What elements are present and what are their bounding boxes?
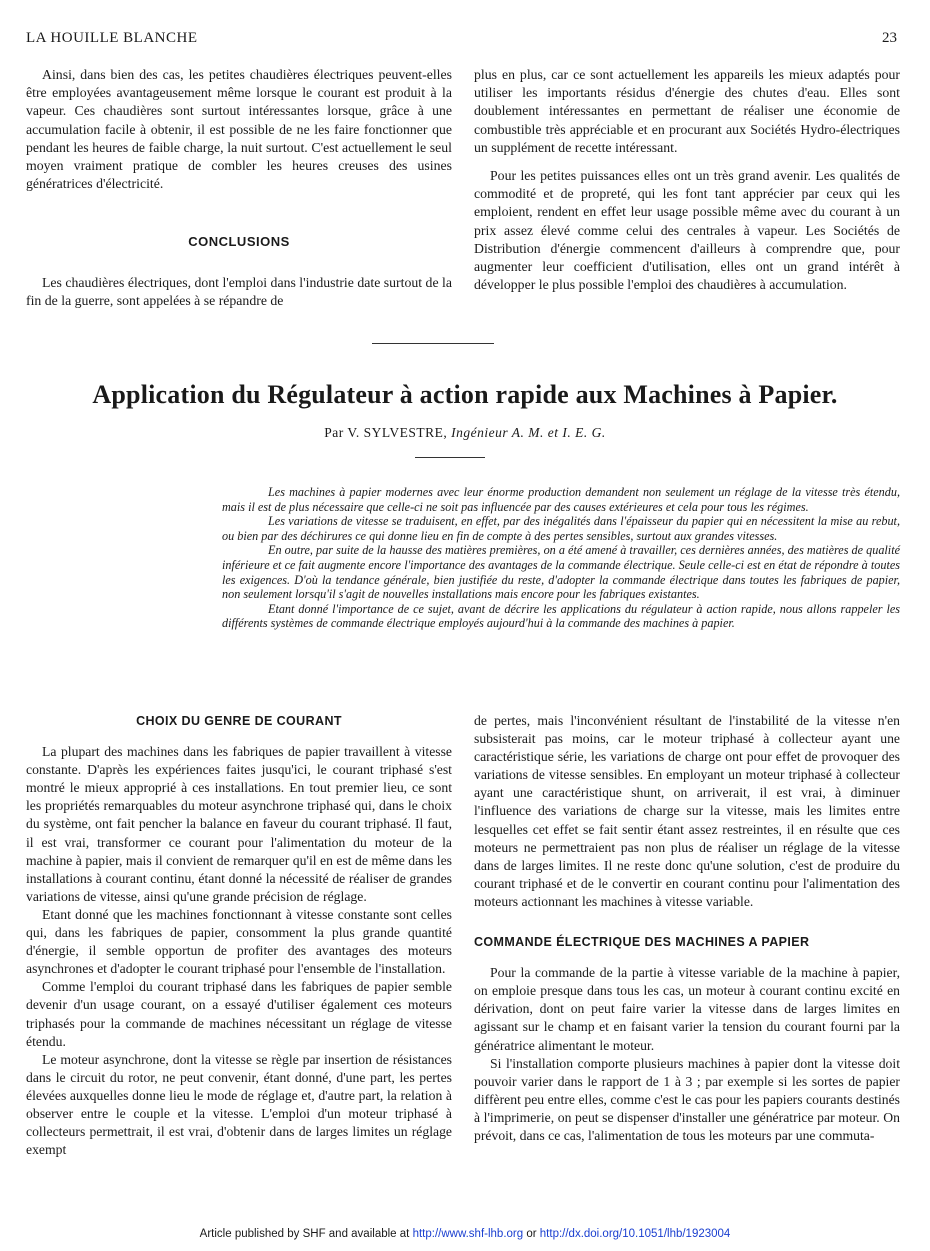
byline bbox=[0, 425, 930, 441]
article-left-column bbox=[26, 712, 452, 1159]
paragraph: Etant donné que les machines fonctionnant à vitesse constante sont celles qui, dans les fabriques de papier, consomment la plus grande quantité d'énergie, il semble opportun de profiter des avantages des moteurs asynchrones et d'adopter le courant triphasé pour l'ensemble de l'installation. bbox=[26, 906, 452, 977]
footer-link-shf[interactable]: http://www.shf-lhb.org bbox=[412, 1228, 524, 1240]
prev-article-right-column bbox=[474, 66, 900, 294]
abstract-paragraph: Les machines à papier modernes avec leur énorme production demandent non seulement un réglage de la vitesse très étendu, mais il est de plus nécessaire que celle-ci ne soit pas influencée par des causes extérieures et cela pour tous les régimes. bbox=[222, 485, 900, 514]
abstract-paragraph: Les variations de vitesse se traduisent, en effet, par des inégalités dans l'épaisseur du papier qui en nécessitent la mise au rebut, ou bien par des déchirures ce qui donne lieu en fin de compte à des pertes sensibles, surtout aux grandes vitesses. bbox=[222, 514, 900, 543]
byline-author: Par V. SYLVESTRE, bbox=[324, 425, 448, 440]
conclusions-heading: CONCLUSIONS bbox=[188, 234, 290, 250]
footer-text-or: or bbox=[526, 1228, 537, 1240]
paragraph: Ainsi, dans bien des cas, les petites chaudières électriques peuvent-elles être employées avantageusement même lorsque le courant est produit à la vapeur. Ces chaudières sont surtout intéressantes lorsque, grâce à une accumulation facile à obtenir, il est possible de ne les faire fonctionner que pendant les heures de faible charge, la nuit surtout. C'est actuellement le seul moyen vraiment pratique de combler les heures creuses des usines génératrices d'électricité. bbox=[26, 67, 452, 192]
byline-credentials: Ingénieur A. M. et I. E. G. bbox=[451, 425, 606, 440]
byline-rule bbox=[415, 457, 485, 458]
prev-article-left-column bbox=[26, 66, 452, 310]
paragraph: Le moteur asynchrone, dont la vitesse se règle par insertion de résistances dans le circuit du rotor, ne peut convenir, étant donné, d'une part, les pertes élevées auxquelles donne lieu le mode de réglage et, d'autre part, la relation à observer entre le couple et la vitesse. L'emploi d'un moteur triphasé à collecteurs permettrait, il est vrai, d'obtenir dans de larges limites un réglage exempt bbox=[26, 1051, 452, 1158]
paragraph: Pour la commande de la partie à vitesse variable de la machine à papier, on emploie presque dans tous les cas, un moteur à courant continu excité en dérivation, dont on peut faire varier la vitesse dans de larges limites en agissant sur le champ et en faisant varier la tension du courant fourni par la génératrice alimentant le moteur. bbox=[474, 965, 900, 1053]
section-heading: CHOIX DU GENRE DE COURANT bbox=[136, 714, 342, 728]
paragraph: de pertes, mais l'inconvénient résultant de l'instabilité de la vitesse n'en subsisterait pas moins, car le moteur triphasé à collecteur ayant une caractéristique série, les variations de charge ont pour effet de provoquer des variations de vitesse sensibles. En employant un moteur triphasé à collecteur ayant une caractéristique shunt, on arriverait, il est vrai, à diminuer l'influence des variations de charge sur la vitesse, mais les limites entre lesquelles cet effet se fait sentir étant assez restreintes, il en résulte que ces moteurs ne permettraient pas non plus de réaliser un réglage de la vitesse dans de larges limites. Il ne reste donc qu'une solution, c'est de produire du courant triphasé et de le convertir en courant continu pour l'alimentation des moteurs actionnant les machines à vitesse variable. bbox=[474, 713, 900, 909]
page-number: 23 bbox=[882, 30, 897, 46]
paragraph: plus en plus, car ce sont actuellement les appareils les mieux adaptés pour utiliser les importants résidus d'énergie des chutes d'eau. Elles sont doublement intéressantes en permettant de réaliser une économie de combustible très appréciable et en procurant aux Sociétés Hydro-électriques un supplément de recette intéressant. bbox=[474, 67, 900, 155]
footer-link-doi[interactable]: http://dx.doi.org/10.1051/lhb/1923004 bbox=[539, 1228, 731, 1240]
abstract-paragraph: En outre, par suite de la hausse des matières premières, on a été amené à travailler, ces dernières années, des matières de qualité inférieure et ce fait augmente encore l'importance des avantages de la commande électrique. Seule celle-ci est en état de répondre à toutes les exigences. D'où la tendance générale, bien justifiée du reste, d'adopter la commande électrique dans toutes les fabriques de papier, non seulement lorsqu'il s'agit de nouvelles installations mais encore pour les fabriques existantes. bbox=[222, 543, 900, 602]
separator-rule bbox=[372, 343, 494, 344]
running-head: LA HOUILLE BLANCHE bbox=[26, 30, 198, 46]
footer bbox=[0, 1228, 930, 1240]
paragraph: Pour les petites puissances elles ont un très grand avenir. Les qualités de commodité et de propreté, qui les font tant apprécier par ceux qui les emploient, rendent en effet leur usage possible même avec du courant à un prix assez élevé comme celui des centrales à vapeur. Les Sociétés de Distribution d'énergie commencent d'ailleurs à comprendre que, pour augmenter leur coefficient d'utilisation, elles ont un grand intérêt à développer le plus possible l'emploi des chaudières à accumulation. bbox=[474, 168, 900, 293]
article-title: Application du Régulateur à action rapide aux Machines à Papier. bbox=[92, 380, 838, 409]
paragraph: Si l'installation comporte plusieurs machines à papier dont la vitesse doit pouvoir varier dans le rapport de 1 à 3 ; par exemple si les sortes de papier diffèrent peu entre elles, comme c'est le cas pour les papiers courants destinés à l'imprimerie, on peut se dispenser d'installer une génératrice par moteur. On prévoit, dans ce cas, l'alimentation de tous les moteurs par une commuta- bbox=[474, 1055, 900, 1143]
abstract-paragraph: Etant donné l'importance de ce sujet, avant de décrire les applications du régulateur à action rapide, nous allons rappeler les différents systèmes de commande électrique employés aujourd'hui à la commande des machines à papier. bbox=[222, 601, 900, 631]
abstract bbox=[222, 485, 900, 631]
article-right-column bbox=[474, 712, 900, 1145]
section-heading: COMMANDE ÉLECTRIQUE DES MACHINES A PAPIER bbox=[474, 935, 810, 950]
footer-text: Article published by SHF and available at bbox=[199, 1228, 410, 1240]
paragraph: La plupart des machines dans les fabriques de papier travaillent à vitesse constante. D'après les expériences faites jusqu'ici, le courant triphasé s'est montré le mieux approprié à ces installations. En tout premier lieu, ce sont les propriétés remarquables du moteur asynchrone triphasé qui, dans le choix du système, ont fait pencher la balance en faveur du courant triphasé. Il faut, il est vrai, transformer ce courant pour l'alimentation du moteur de la machine à papier, mais il convient de remarquer qu'il en est de même dans les installations à courant continu, étant donné la nécessité de réaliser de grandes variations de vitesse, ainsi qu'une grande précision de réglage. bbox=[26, 744, 452, 904]
paragraph: Les chaudières électriques, dont l'emploi dans l'industrie date surtout de la fin de la guerre, sont appelées à se répandre de bbox=[26, 274, 452, 308]
paragraph: Comme l'emploi du courant triphasé dans les fabriques de papier semble devenir d'un usage courant, on a essayé d'utiliser également ces moteurs triphasés pour la commande de machines nécessitant un réglage de vitesse étendu. bbox=[26, 979, 452, 1049]
